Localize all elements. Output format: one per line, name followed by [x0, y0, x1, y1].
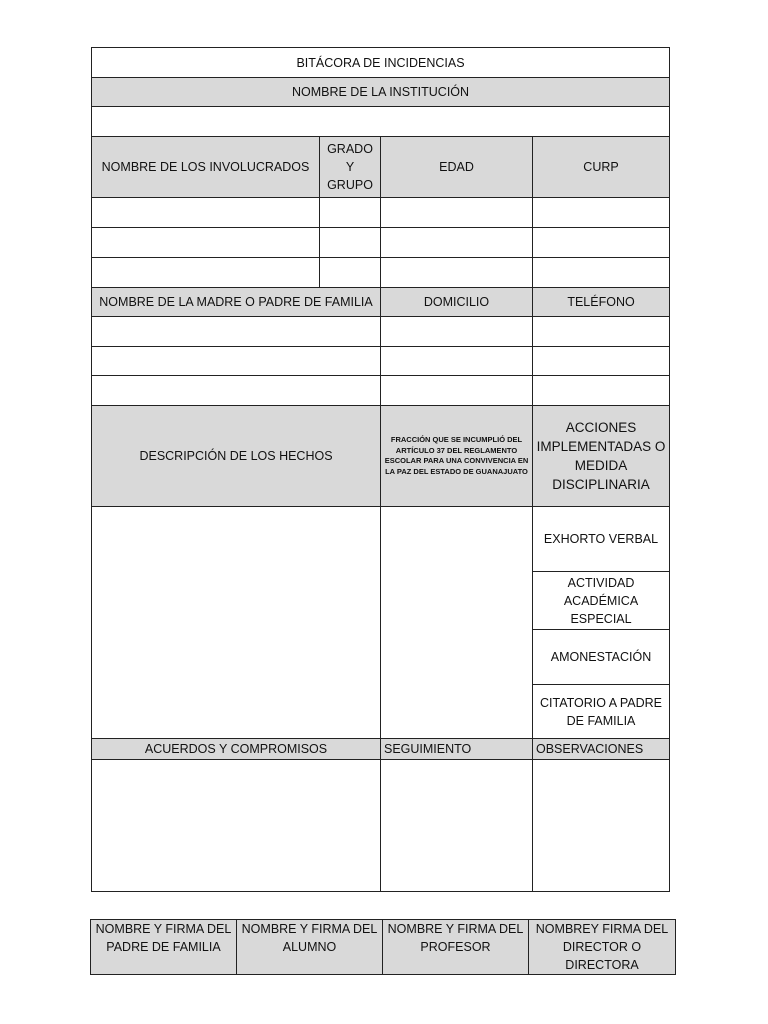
signature-teacher[interactable]: NOMBRE Y FIRMA DEL PROFESOR	[383, 920, 529, 975]
phone-header: TELÉFONO	[533, 288, 670, 317]
address-field[interactable]	[381, 376, 533, 406]
table-row	[92, 258, 670, 288]
action-parent-summons[interactable]: CITATORIO A PADRE DE FAMILIA	[533, 685, 670, 739]
age-field[interactable]	[381, 198, 533, 228]
parent-name-field[interactable]	[92, 347, 381, 376]
fraction-field[interactable]	[381, 507, 533, 739]
grade-group-header: GRADO Y GRUPO	[320, 137, 381, 198]
institution-header: NOMBRE DE LA INSTITUCIÓN	[92, 78, 670, 107]
action-special-activity[interactable]: ACTIVIDAD ACADÉMICA ESPECIAL	[533, 572, 670, 630]
incident-table	[91, 47, 670, 892]
signatures-block	[90, 919, 675, 975]
tracking-field[interactable]	[381, 760, 533, 892]
phone-field[interactable]	[533, 376, 670, 406]
action-warning[interactable]: AMONESTACIÓN	[533, 630, 670, 685]
tracking-header: SEGUIMIENTO	[381, 739, 533, 760]
signature-director[interactable]: NOMBREY FIRMA DEL DIRECTOR O DIRECTORA	[529, 920, 676, 975]
table-row	[92, 376, 670, 406]
address-header: DOMICILIO	[381, 288, 533, 317]
agreements-header: ACUERDOS Y COMPROMISOS	[92, 739, 381, 760]
actions-header: ACCIONES IMPLEMENTADAS O MEDIDA DISCIPLINARIA	[533, 406, 670, 507]
curp-field[interactable]	[533, 198, 670, 228]
grade-group-field[interactable]	[320, 198, 381, 228]
signature-student[interactable]: NOMBRE Y FIRMA DEL ALUMNO	[237, 920, 383, 975]
institution-field[interactable]	[92, 107, 670, 137]
agreements-field[interactable]	[92, 760, 381, 892]
action-verbal-exhortation[interactable]: EXHORTO VERBAL	[533, 507, 670, 572]
parent-name-field[interactable]	[92, 317, 381, 347]
grade-group-field[interactable]	[320, 258, 381, 288]
observations-header: OBSERVACIONES	[533, 739, 670, 760]
address-field[interactable]	[381, 317, 533, 347]
involved-name-field[interactable]	[92, 228, 320, 258]
parent-name-field[interactable]	[92, 376, 381, 406]
involved-name-field[interactable]	[92, 258, 320, 288]
description-header: DESCRIPCIÓN DE LOS HECHOS	[92, 406, 381, 507]
observations-field[interactable]	[533, 760, 670, 892]
table-row	[92, 198, 670, 228]
phone-field[interactable]	[533, 347, 670, 376]
age-header: EDAD	[381, 137, 533, 198]
grade-group-field[interactable]	[320, 228, 381, 258]
curp-field[interactable]	[533, 228, 670, 258]
table-row	[92, 317, 670, 347]
description-field[interactable]	[92, 507, 381, 739]
age-field[interactable]	[381, 258, 533, 288]
age-field[interactable]	[381, 228, 533, 258]
involved-name-field[interactable]	[92, 198, 320, 228]
curp-header: CURP	[533, 137, 670, 198]
phone-field[interactable]	[533, 317, 670, 347]
fraction-header: FRACCIÓN QUE SE INCUMPLIÓ DEL ARTÍCULO 37 DEL REGLAMENTO ESCOLAR PARA UNA CONVIVENCIA EN LA PAZ DEL ESTADO DE GUANAJUATO	[381, 406, 533, 507]
signature-parent[interactable]: NOMBRE Y FIRMA DEL PADRE DE FAMILIA	[91, 920, 237, 975]
involved-name-header: NOMBRE DE LOS INVOLUCRADOS	[92, 137, 320, 198]
table-row	[92, 228, 670, 258]
form-title: BITÁCORA DE INCIDENCIAS	[92, 48, 670, 78]
signatures-table	[90, 919, 676, 975]
curp-field[interactable]	[533, 258, 670, 288]
incident-log-form	[91, 47, 669, 892]
table-row	[92, 347, 670, 376]
address-field[interactable]	[381, 347, 533, 376]
parent-name-header: NOMBRE DE LA MADRE O PADRE DE FAMILIA	[92, 288, 381, 317]
